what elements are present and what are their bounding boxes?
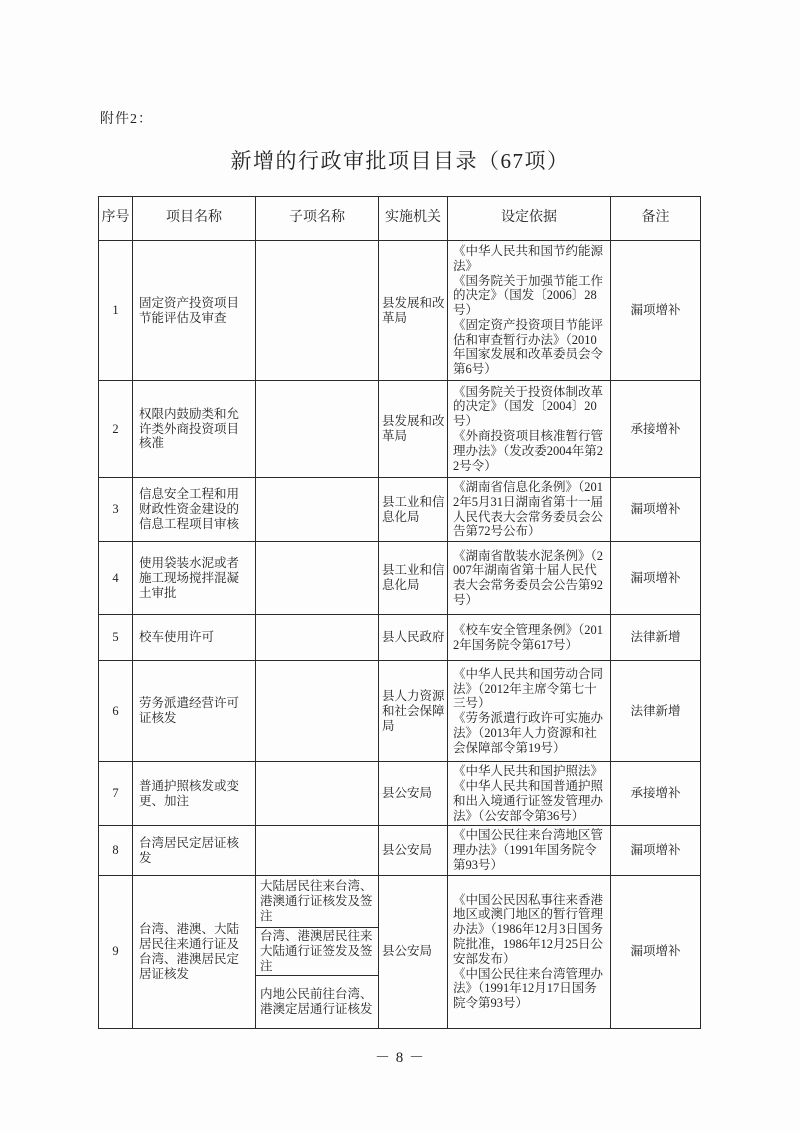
- legal-basis-entry: 《外商投资项目核准暂行管理办法》（发改委2004年第22号令）: [453, 429, 604, 473]
- agency-cell: 县发展和改革局: [379, 381, 448, 478]
- legal-basis-entry: 《劳务派遣行政许可实施办法》（2013年人力资源和社会保障部令第19号）: [453, 711, 604, 755]
- table-row: [99, 661, 701, 762]
- table-row: [99, 241, 701, 381]
- table-row: [99, 615, 701, 661]
- item-name-cell: 普通护照核发或变更、加注: [133, 762, 256, 826]
- legal-basis-cell: [448, 762, 611, 826]
- remark-cell: 承接增补: [611, 381, 701, 478]
- legal-basis-entry: 《固定资产投资项目节能评估和审查暂行办法》（2010年国家发展和改革委员会令第6号）: [453, 317, 604, 377]
- legal-basis-cell: [448, 542, 611, 615]
- agency-cell: 县公安局: [379, 826, 448, 875]
- remark-cell: 漏项增补: [611, 478, 701, 542]
- remark-cell: 承接增补: [611, 762, 701, 826]
- index-cell: 5: [99, 615, 133, 661]
- header-remark: 备注: [611, 197, 701, 241]
- index-cell: 8: [99, 826, 133, 875]
- item-name-cell: 劳务派遣经营许可证核发: [133, 661, 256, 762]
- table-row: [99, 381, 701, 478]
- table-body: [99, 241, 701, 1029]
- subitem-cell: [256, 661, 379, 762]
- page-number: － 8 －: [374, 1050, 425, 1066]
- legal-basis-cell: [448, 615, 611, 661]
- agency-cell: 县公安局: [379, 762, 448, 826]
- legal-basis-entry: 《国务院关于投资体制改革的决定》（国发〔2004〕20号）: [453, 384, 604, 429]
- legal-basis-cell: [448, 241, 611, 381]
- subitem-cell: [256, 542, 379, 615]
- attachment-label: 附件2：: [100, 112, 153, 127]
- remark-cell: 漏项增补: [611, 875, 701, 1028]
- legal-basis-entry: 《中国公民往来台湾管理办法》（1991年12月17日国务院令第93号）: [453, 966, 604, 1011]
- legal-basis-cell: [448, 478, 611, 542]
- table-header: [99, 197, 701, 241]
- header-legal-basis: 设定依据: [448, 197, 611, 241]
- subitem-cell: [256, 826, 379, 875]
- agency-cell: 县工业和信息化局: [379, 478, 448, 542]
- legal-basis-cell: [448, 875, 611, 1028]
- remark-cell: 漏项增补: [611, 826, 701, 875]
- subitem-cell: 内地公民前往台湾、港澳定居通行证核发: [256, 975, 379, 1028]
- agency-cell: 县人力资源和社会保障局: [379, 661, 448, 762]
- header-index: 序号: [99, 197, 133, 241]
- legal-basis-entry: 《校车安全管理条例》（2012年国务院令第617号）: [453, 622, 604, 652]
- index-cell: 3: [99, 478, 133, 542]
- table-row: [99, 875, 701, 927]
- legal-basis-entry: 《中华人民共和国护照法》: [453, 764, 604, 779]
- index-cell: 1: [99, 241, 133, 381]
- legal-basis-entry: 《国务院关于加强节能工作的决定》（国发〔2006〕28号）: [453, 273, 604, 318]
- item-name-cell: 台湾居民定居证核发: [133, 826, 256, 875]
- legal-basis-cell: [448, 826, 611, 875]
- table-row: [99, 762, 701, 826]
- header-item-name: 项目名称: [133, 197, 256, 241]
- index-cell: 6: [99, 661, 133, 762]
- agency-cell: 县工业和信息化局: [379, 542, 448, 615]
- legal-basis-entry: 《湖南省信息化条例》（2012年5月31日湖南省第十一届人民代表大会常务委员会公告第72号公布）: [453, 480, 604, 539]
- remark-cell: 法律新增: [611, 615, 701, 661]
- agency-cell: 县人民政府: [379, 615, 448, 661]
- legal-basis-entry: 《中华人民共和国普通护照和出入境通行证签发管理办法》（公安部令第36号）: [453, 778, 604, 823]
- approval-items-table: [98, 196, 701, 1029]
- item-name-cell: 信息安全工程和用财政性资金建设的信息工程项目审核: [133, 478, 256, 542]
- index-cell: 9: [99, 875, 133, 1028]
- legal-basis-entry: 《中华人民共和国节约能源法》: [453, 243, 604, 273]
- table-row: [99, 478, 701, 542]
- index-cell: 7: [99, 762, 133, 826]
- index-cell: 4: [99, 542, 133, 615]
- item-name-cell: 台湾、港澳、大陆居民往来通行证及台湾、港澳居民定居证核发: [133, 875, 256, 1028]
- remark-cell: 漏项增补: [611, 241, 701, 381]
- item-name-cell: 使用袋装水泥或者施工现场搅拌混凝土审批: [133, 542, 256, 615]
- item-name-cell: 固定资产投资项目节能评估及审查: [133, 241, 256, 381]
- subitem-cell: 台湾、港澳居民往来大陆通行证签发及签注: [256, 927, 379, 975]
- header-subitem-name: 子项名称: [256, 197, 379, 241]
- agency-cell: 县发展和改革局: [379, 241, 448, 381]
- subitem-cell: 大陆居民往来台湾、港澳通行证核发及签注: [256, 875, 379, 927]
- legal-basis-entry: 《湖南省散装水泥条例》（2007年湖南省第十届人民代表大会常务委员会公告第92号）: [453, 548, 604, 607]
- legal-basis-entry: 《中国公民往来台湾地区管理办法》（1991年国务院令第93号）: [453, 828, 604, 872]
- remark-cell: 漏项增补: [611, 542, 701, 615]
- item-name-cell: 权限内鼓励类和允许类外商投资项目核准: [133, 381, 256, 478]
- legal-basis-entry: 《中国公民因私事往来香港地区或澳门地区的暂行管理办法》（1986年12月3日国务院批准，1986年12月25日公安部发布）: [453, 892, 604, 966]
- subitem-cell: [256, 381, 379, 478]
- header-agency: 实施机关: [379, 197, 448, 241]
- subitem-cell: [256, 241, 379, 381]
- legal-basis-cell: [448, 381, 611, 478]
- subitem-cell: [256, 615, 379, 661]
- document-title: 新增的行政审批项目目录（67项）: [230, 149, 570, 173]
- remark-cell: 法律新增: [611, 661, 701, 762]
- legal-basis-cell: [448, 661, 611, 762]
- subitem-cell: [256, 762, 379, 826]
- header-row: [99, 197, 701, 241]
- table-row: [99, 542, 701, 615]
- index-cell: 2: [99, 381, 133, 478]
- table-row: [99, 826, 701, 875]
- agency-cell: 县公安局: [379, 875, 448, 1028]
- legal-basis-entry: 《中华人民共和国劳动合同法》（2012年主席令第七十三号）: [453, 666, 604, 711]
- subitem-cell: [256, 478, 379, 542]
- item-name-cell: 校车使用许可: [133, 615, 256, 661]
